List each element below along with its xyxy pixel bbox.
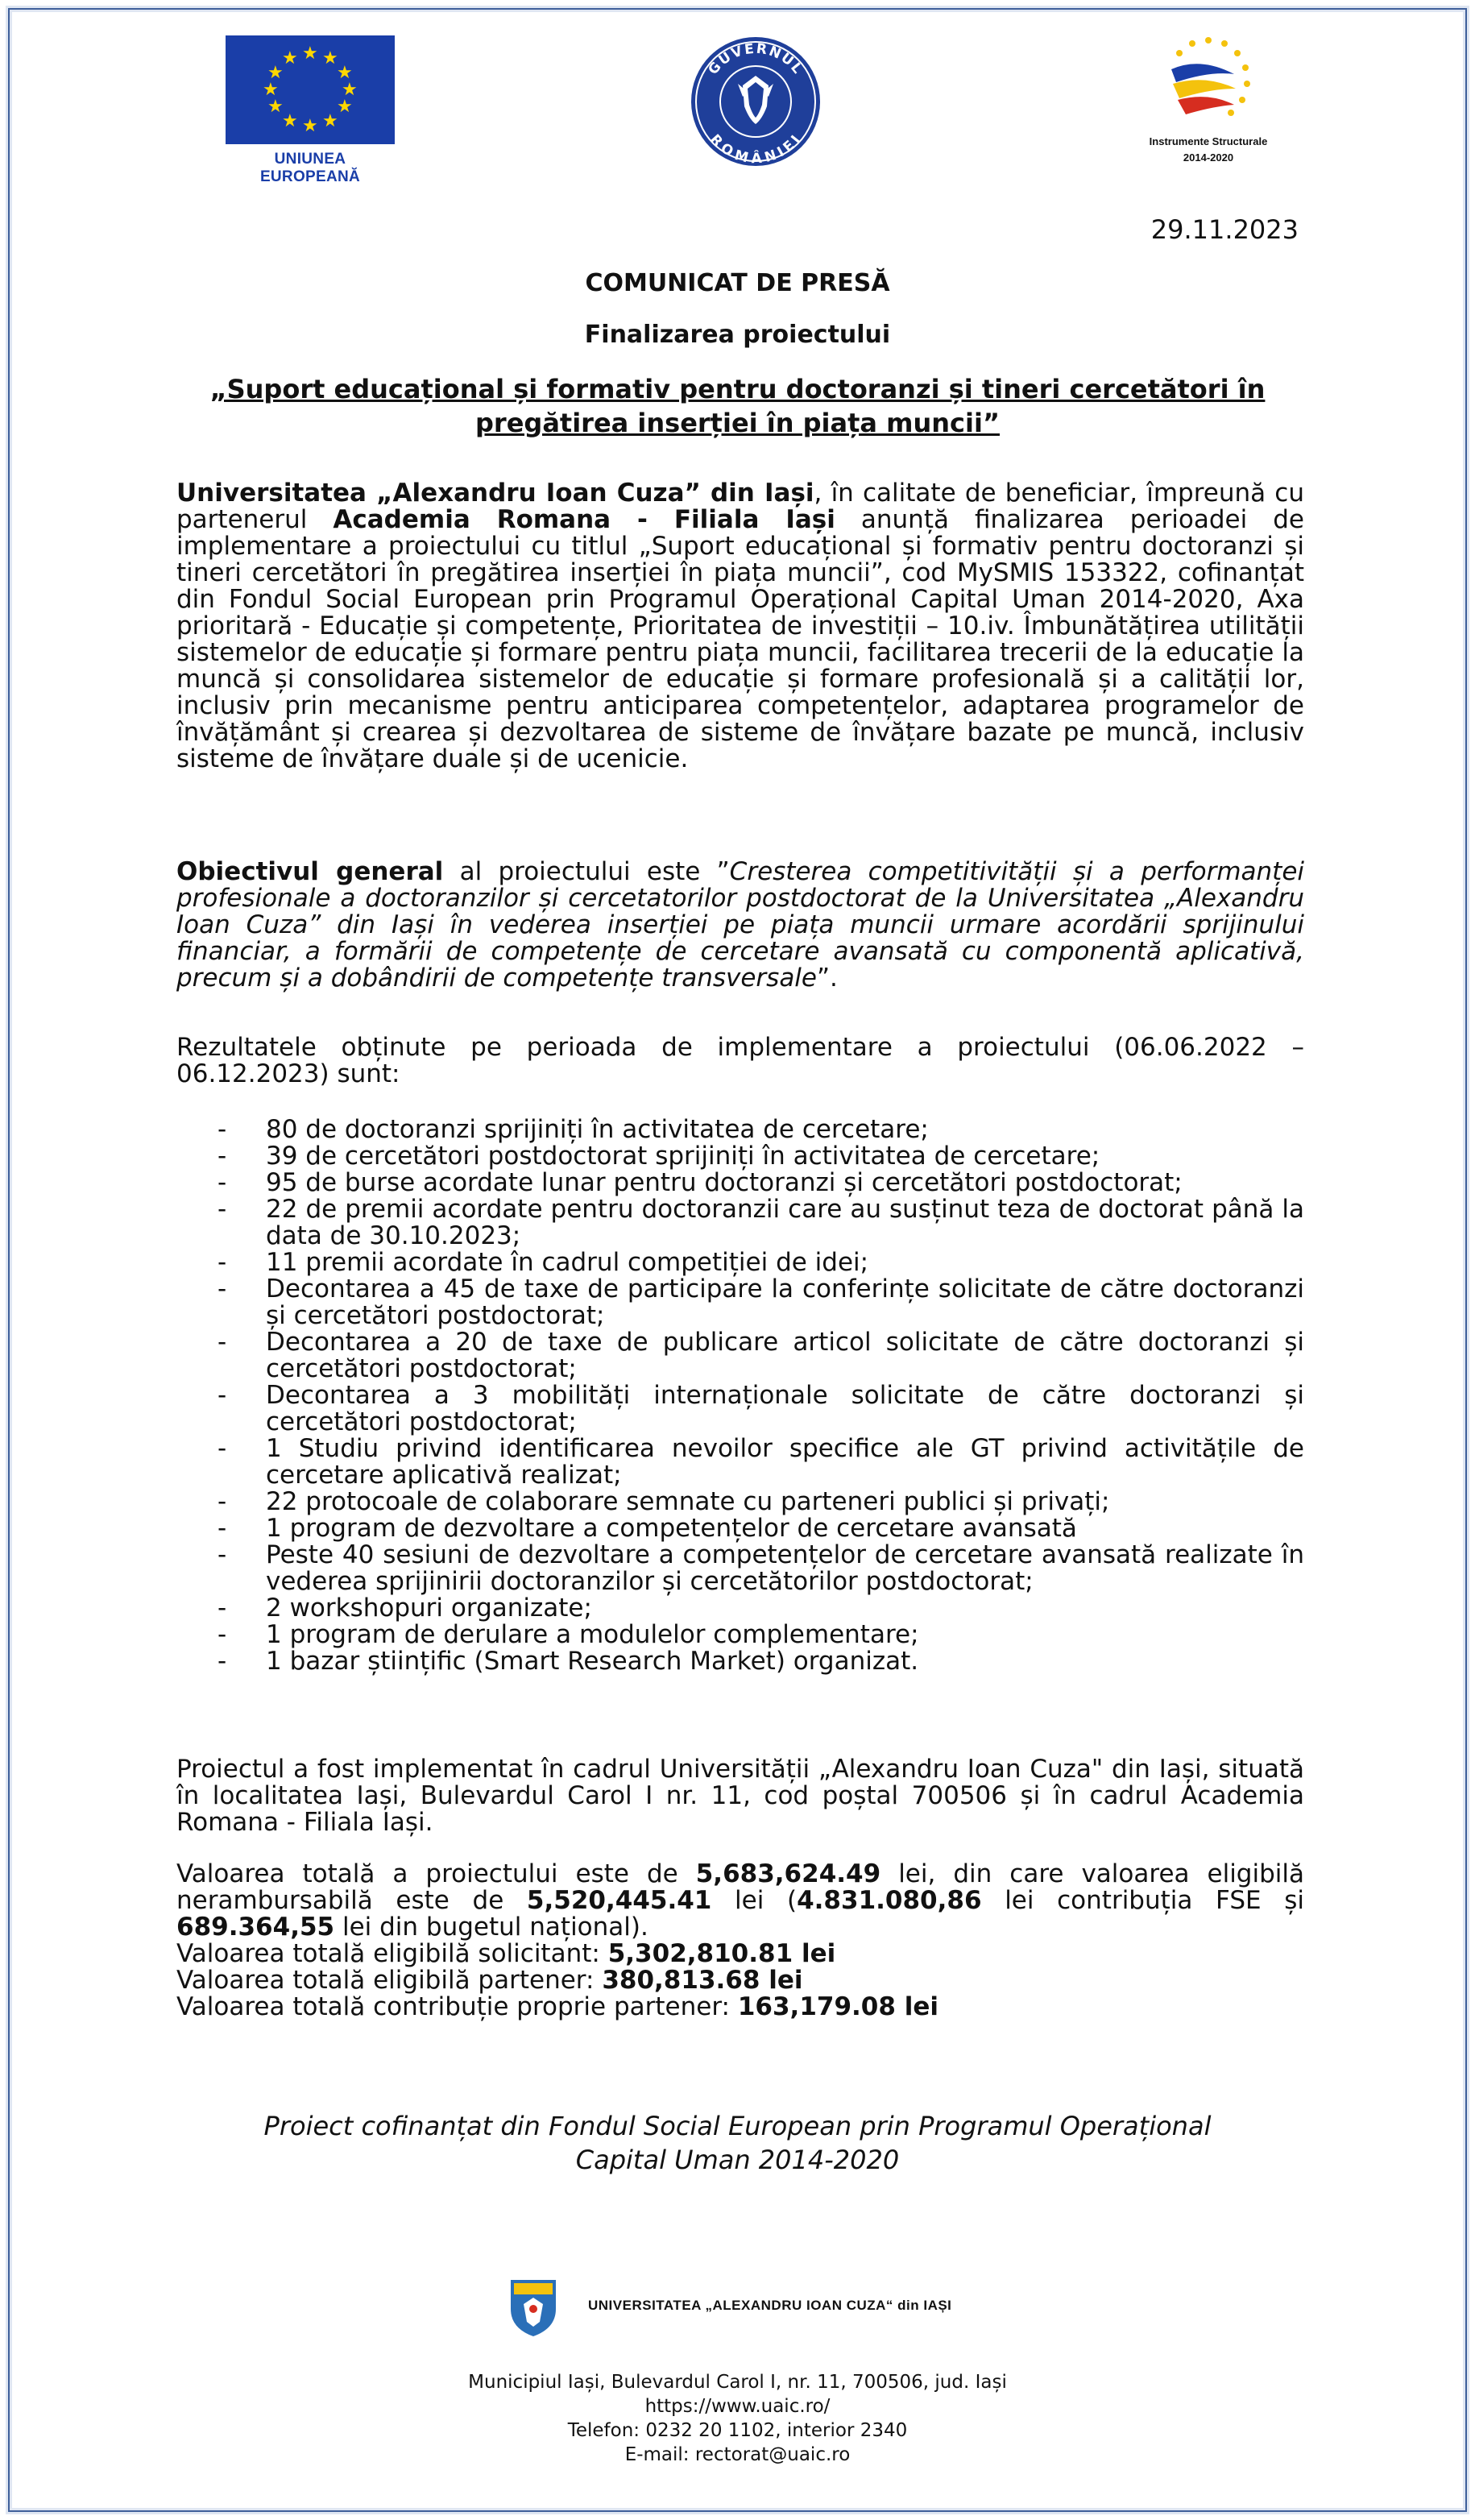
budget-text-3: lei (: [711, 1886, 798, 1915]
eligible-value: 5,520,445.41: [526, 1886, 712, 1915]
list-item: - 22 de premii acordate pentru doctoranzii care au susținut teza de doctorat până la data de 30.10.2023;: [218, 1196, 1304, 1250]
project-title-line-1: „Suport educațional și formativ pentru doctoranzi și tineri cercetători în: [209, 374, 1266, 404]
structural-instruments-logo: [1144, 32, 1273, 164]
list-item: - 80 de doctoranzi sprijiniți în activitatea de cercetare;: [218, 1117, 1304, 1143]
budget-paragraph: [176, 1861, 1304, 1941]
list-item: - 22 protocoale de colaborare semnate cu parteneri publici și privați;: [218, 1489, 1304, 1515]
budget-text-2: lei, din care valoarea eligibilă nerambursabilă este de: [176, 1859, 1305, 1915]
eu-caption: UNIUNEA EUROPEANĂ: [259, 151, 361, 185]
address-line: Municipiul Iași, Bulevardul Carol I, nr. 11, 700506, jud. Iași: [468, 2372, 1007, 2393]
intro-text-2: anunță finalizarea perioadei de implementare a proiectului cu titlul „Suport educațional și formativ pentru doctoranzi și tineri cercetători în pregătirea inserției în piața muncii”, cod MySMIS 153322, cofinanțat din Fondul Social European prin Programul Operațional Capital Uman 2014-2020, Axa prioritară - Educație și competențe, Prioritatea de investiții – 10.iv. Îmbunătățirea utilității sistemelor de educație și formare pentru piața muncii, facilitarea trecerii de la educație la muncă și consolidarea sistemelor de educație și formare profesională și a calității lor, inclusiv prin mecanisme pentru anticiparea competențelor, adaptarea programelor de învățământ și crearea și dezvoltarea de sisteme de învățare bazate pe muncă, inclusiv sisteme de învățare duale și de ucenicie.: [176, 505, 1304, 773]
value-line-partner-contribution: [176, 1994, 938, 2021]
value-label: Valoarea totală contribuție proprie partener:: [176, 1992, 738, 2021]
value-line-partner: [176, 1967, 803, 1994]
list-item: - 1 program de dezvoltare a competențelor de cercetare avansată: [218, 1515, 1304, 1542]
list-item: - Decontarea a 3 mobilități internaționale solicitate de către doctoranzi și cercetători postdoctorat;: [218, 1382, 1304, 1436]
eu-logo: [226, 35, 395, 186]
value-label: Valoarea totală eligibilă solicitant:: [176, 1939, 608, 1968]
national-budget-value: 689.364,55: [176, 1913, 335, 1942]
value-amount: 163,179.08 lei: [737, 1992, 939, 2021]
objective-text-2: ”.: [817, 964, 838, 993]
partner-name: Academia Romana - Filiala Iași: [333, 505, 835, 534]
release-date: 29.11.2023: [1150, 214, 1299, 245]
gov-seal-top-text: GUVERNUL: [705, 40, 806, 78]
list-item: - 1 Studiu privind identificarea nevoilor specifice ale GT privind activitățile de cercetare aplicativă realizat;: [218, 1436, 1304, 1489]
project-title: [0, 372, 1475, 440]
phone-line: Telefon: 0232 20 1102, interior 2340: [567, 2420, 908, 2441]
list-item: - Decontarea a 45 de taxe de participare la conferințe solicitate de către doctoranzi și cercetători postdoctorat;: [218, 1276, 1304, 1329]
value-amount: 380,813.68 lei: [602, 1966, 803, 1995]
list-item: - 1 bazar științific (Smart Research Market) organizat.: [218, 1648, 1304, 1675]
email-link[interactable]: E-mail: rectorat@uaic.ro: [624, 2444, 851, 2465]
value-line-applicant: [176, 1941, 835, 1967]
list-item: - 39 de cercetători postdoctorat sprijiniți în activitatea de cercetare;: [218, 1143, 1304, 1170]
budget-text-4: lei contribuția FSE și: [981, 1886, 1304, 1915]
value-label: Valoarea totală eligibilă partener:: [176, 1966, 603, 1995]
list-item: - 1 program de derulare a modulelor complementare;: [218, 1622, 1304, 1648]
cofinancing-note: [0, 2109, 1475, 2177]
list-item: - Peste 40 sesiuni de dezvoltare a competențelor de cercetare avansată realizate în vederea sprijinirii doctoranzilor și cercetătorilor postdoctorat;: [218, 1542, 1304, 1595]
budget-text-1: Valoarea totală a proiectului este de: [176, 1859, 696, 1888]
beneficiary-name: Universitatea „Alexandru Ioan Cuza” din Iași: [176, 479, 814, 508]
objective-text: Cresterea competitivității și a performanței profesionale a doctoranzilor și cercetatorilor postdoctorat de la Universitatea „Alexandru Ioan Cuza” din Iași în vederea inserției pe piața muncii urmare acordării sprijinului financiar, a formării de competențe de cercetare avansată cu componentă aplicativă, precum și a dobândirii de competențe transversale: [176, 857, 1305, 993]
gov-seal-bottom-text: ROMÂNIEI: [706, 131, 806, 168]
uaic-logo: [508, 2277, 991, 2338]
government-seal-icon: [690, 35, 822, 168]
total-value: 5,683,624.49: [695, 1859, 881, 1888]
website-link[interactable]: https://www.uaic.ro/: [644, 2396, 831, 2417]
objective-label: Obiectivul general: [176, 857, 444, 886]
value-amount: 5,302,810.81 lei: [607, 1939, 836, 1968]
structural-instruments-caption-2: 2014-2020: [1183, 151, 1234, 164]
eu-flag-icon: ★ ★ ★ ★ ★ ★ ★ ★ ★ ★ ★ ★: [226, 35, 395, 144]
results-intro: Rezultatele obținute pe perioada de implementare a proiectului (06.06.2022 – 06.12.2023) sunt:: [176, 1033, 1304, 1088]
list-item: - 2 workshopuri organizate;: [218, 1595, 1304, 1622]
contact-address: [0, 2370, 1475, 2467]
structural-instruments-icon: [1144, 32, 1273, 129]
uaic-name: UNIVERSITATEA „ALEXANDRU IOAN CUZA“ din IAȘI: [588, 2298, 952, 2313]
intro-paragraph: [176, 480, 1304, 773]
list-item: - Decontarea a 20 de taxe de publicare articol solicitate de către doctoranzi și cercetători postdoctorat;: [218, 1329, 1304, 1382]
results-list: [218, 1117, 1304, 1675]
uaic-crest-icon: [508, 2277, 559, 2338]
cofinancing-note-line-2: Capital Uman 2014-2020: [575, 2145, 900, 2175]
structural-instruments-caption-1: Instrumente Structurale: [1149, 135, 1268, 147]
press-release-subheading: Finalizarea proiectului: [584, 321, 891, 349]
project-title-line-2: pregătirea inserției în piața muncii”: [475, 408, 1000, 438]
objective-paragraph: [176, 859, 1304, 992]
intro-text-1: , în calitate de beneficiar, împreună cu partenerul: [176, 479, 1304, 534]
list-item: - 95 de burse acordate lunar pentru doctoranzi și cercetători postdoctorat;: [218, 1170, 1304, 1196]
cofinancing-note-line-1: Proiect cofinanțat din Fondul Social European prin Programul Operațional: [263, 2111, 1212, 2141]
objective-text-1: al proiectului este ”: [443, 857, 730, 886]
press-release-heading: COMUNICAT DE PRESĂ: [585, 269, 890, 297]
implementation-paragraph: Proiectul a fost implementat în cadrul Universității „Alexandru Ioan Cuza" din Iași, situată în localitatea Iași, Bulevardul Carol I nr. 11, cod poștal 700506 și în cadrul Academia Romana - Filiala Iași.: [176, 1755, 1304, 1837]
budget-text-5: lei din bugetul național).: [334, 1913, 648, 1942]
fse-contribution: 4.831.080,86: [797, 1886, 982, 1915]
list-item: - 11 premii acordate în cadrul competiției de idei;: [218, 1250, 1304, 1276]
